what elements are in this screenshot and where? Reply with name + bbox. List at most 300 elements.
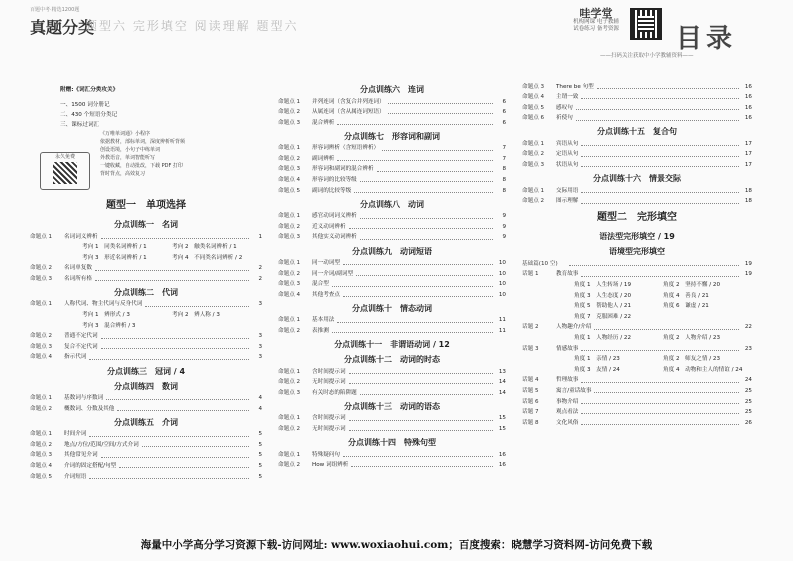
entry-title: 名词词义辨析	[64, 233, 98, 240]
entry-key: 命题点 4	[522, 94, 545, 101]
subsection-heading: 分点训练一 名词	[114, 220, 178, 229]
entry-title: 含时间提示词	[312, 368, 346, 375]
entry-page: 19	[744, 271, 752, 278]
dot-leader	[356, 273, 493, 276]
toc-entry[interactable]	[278, 414, 506, 425]
entry-title: 介词短语	[64, 473, 87, 480]
top-banner: 百题中考·精选1200题	[30, 7, 80, 13]
entry-title: 事物介绍	[556, 398, 579, 405]
entry-page: 5	[258, 441, 262, 448]
entry-key: 命题点 3	[278, 234, 301, 241]
dot-leader	[106, 397, 249, 400]
entry-key: 命题点 4	[278, 177, 301, 184]
entry-page: 3	[258, 343, 262, 350]
entry-title: 地点/方位/范围/空间/方式介词	[64, 441, 139, 448]
entry-page: 16	[498, 451, 506, 458]
toc-entry[interactable]	[278, 461, 506, 472]
dot-leader	[89, 357, 249, 360]
sub-entry[interactable]: 角度 2 人物介绍 / 23	[663, 335, 721, 341]
entry-key: 命题点 1	[30, 301, 53, 308]
subsection-heading: 语境型完形填空	[609, 247, 665, 257]
dot-leader	[581, 154, 739, 157]
entry-title: 从属连词（含从属连词短语）	[312, 109, 385, 116]
entry-page: 25	[744, 387, 752, 394]
dot-leader	[594, 327, 739, 330]
sub-entry[interactable]: 角度 6 谦虚 / 21	[663, 303, 709, 310]
sub-entry-row	[30, 321, 262, 332]
sub-entry[interactable]: 角度 1 人物经历 / 22	[574, 335, 632, 341]
entry-title: 特殊疑问句	[312, 451, 340, 458]
dot-leader	[101, 236, 249, 239]
sub-entry[interactable]: 考向 2 触类名词辨析 / 1	[172, 244, 237, 251]
mini-qr-icon	[53, 162, 77, 184]
feature-line: 创设语境，小句子中练单词	[100, 147, 161, 153]
entry-key: 命题点 2	[30, 333, 53, 340]
dot-leader	[388, 101, 493, 104]
entry-title: 感叹句	[556, 104, 573, 111]
entry-page: 7	[502, 155, 506, 162]
entry-page: 16	[744, 83, 752, 90]
entry-key: 基础篇(10 空)	[522, 260, 558, 267]
dot-leader	[349, 226, 493, 229]
entry-page: 17	[744, 151, 752, 158]
feature-line: 《万唯单词通》小程序	[100, 131, 151, 137]
toc-entry[interactable]	[30, 274, 262, 285]
toc-entry[interactable]	[522, 103, 752, 114]
dot-leader	[581, 164, 739, 167]
sub-entry[interactable]: 角度 4 善良 / 21	[663, 292, 709, 299]
feature-line: 依据教材，部标单词，深度辨析听背频	[100, 139, 186, 145]
entry-title: How 词组辨析	[312, 462, 349, 469]
dot-leader	[337, 122, 493, 125]
entry-page: 14	[498, 379, 506, 386]
subsection-heading: 语法型完形填空 / 19	[599, 232, 675, 242]
toc-entry[interactable]	[30, 232, 262, 243]
toc-entry[interactable]	[278, 108, 506, 119]
toc-entry[interactable]	[30, 342, 262, 353]
dot-leader	[332, 330, 493, 333]
dot-leader	[349, 428, 493, 431]
entry-page: 15	[498, 415, 506, 422]
sub-entry[interactable]: 角度 3 友情 / 24	[574, 366, 620, 373]
entry-page: 5	[258, 463, 262, 469]
entry-page: 2	[258, 265, 262, 272]
entry-page: 19	[744, 260, 752, 267]
dot-leader	[360, 392, 493, 395]
toc-entry[interactable]	[278, 316, 506, 327]
entry-title: 名词所有格	[64, 275, 92, 282]
toc-entry[interactable]	[278, 222, 506, 233]
toc-entry[interactable]	[522, 197, 752, 208]
toc-entry[interactable]	[278, 280, 506, 291]
sub-entry-row	[522, 291, 752, 302]
sub-entry-row	[30, 243, 262, 254]
toc-entry[interactable]	[522, 270, 752, 281]
entry-key: 命题点 5	[522, 104, 545, 111]
entry-title: 混合辨析	[312, 119, 335, 126]
column-2	[278, 82, 506, 471]
entry-key: 话题 7	[522, 409, 539, 416]
qr-code-icon	[630, 8, 662, 40]
entry-key: 命题点 1	[522, 140, 545, 147]
scan-hint: ——扫码关注获取中小学教辅资料——	[600, 53, 694, 59]
dot-leader	[142, 444, 249, 447]
section-heading: 题型二 完形填空	[597, 212, 677, 224]
toc-entry[interactable]	[30, 264, 262, 275]
dot-leader	[581, 422, 739, 425]
entry-title: 副词辨析	[312, 155, 335, 162]
subsection-heading: 分点训练十一 非谓语动词 / 12	[334, 340, 450, 350]
toc-entry[interactable]	[522, 150, 752, 161]
toc-entry[interactable]	[522, 376, 752, 387]
entry-title: 同一介词/副词型	[312, 270, 354, 277]
toc-entry[interactable]	[30, 353, 262, 364]
toc-entry[interactable]	[278, 144, 506, 155]
subsection-heading: 分点训练九 动词短语	[352, 246, 432, 256]
sub-entry[interactable]: 考向 1 同类名词辨析 / 1	[82, 244, 147, 251]
entry-key: 话题 5	[522, 387, 539, 394]
entry-page: 5	[258, 473, 262, 480]
dot-leader	[360, 237, 493, 240]
toc-entry[interactable]	[522, 186, 752, 197]
toc-entry[interactable]	[278, 378, 506, 389]
dot-leader	[343, 454, 493, 457]
toc-entry[interactable]	[278, 450, 506, 461]
entry-title: 基数词与序数词	[64, 395, 104, 402]
toc-entry[interactable]	[278, 269, 506, 280]
toc-entry[interactable]	[278, 259, 506, 270]
entry-page: 4	[258, 395, 262, 402]
toc-entry[interactable]	[522, 82, 752, 93]
dot-leader	[343, 262, 493, 265]
entry-key: 话题 3	[522, 345, 539, 352]
publisher-logo	[565, 8, 627, 33]
dot-leader	[576, 118, 739, 121]
dot-leader	[101, 346, 249, 349]
sub-entry[interactable]: 考向 3 形近名词辨析 / 1	[82, 254, 147, 261]
toc-entry[interactable]	[278, 367, 506, 378]
sub-entry[interactable]: 角度 2 师友之情 / 23	[663, 356, 721, 363]
toc-entry[interactable]	[30, 404, 262, 415]
publisher-line-1: 机构网课 电子教辅	[573, 19, 619, 25]
toc-entry[interactable]	[522, 161, 752, 172]
sub-entry-row	[30, 311, 262, 322]
feature-line: 一键收藏，自动批改，下载 PDF 打印	[100, 163, 183, 169]
dot-leader	[343, 294, 493, 297]
entry-page: 3	[258, 333, 262, 340]
subsection-heading: 分点训练四 数词	[114, 381, 178, 391]
entry-page: 9	[502, 223, 506, 230]
entry-page: 25	[744, 409, 752, 416]
dot-leader	[89, 434, 249, 437]
entry-key: 命题点 2	[30, 405, 53, 412]
entry-page: 5	[258, 431, 262, 438]
subsection-heading: 分点训练三 冠词 / 4	[106, 366, 186, 376]
dot-leader	[581, 201, 739, 204]
subsection-heading: 分点训练十二 动词的时态	[344, 355, 440, 365]
dot-leader	[581, 401, 739, 404]
entry-key: 命题点 3	[278, 166, 301, 173]
sub-entry[interactable]: 角度 1 亲情 / 23	[574, 356, 620, 363]
sub-entry-row	[30, 253, 262, 264]
sub-entry[interactable]: 角度 2 坚持不懈 / 20	[663, 282, 721, 289]
entry-title: 混合型	[312, 281, 329, 288]
appendix-item: 三、课标过词汇	[60, 122, 100, 128]
dot-leader	[332, 284, 493, 287]
sub-entry[interactable]: 角度 1 人生转场 / 19	[574, 282, 632, 289]
appendix-item: 一、1500 词分册记	[60, 102, 110, 108]
toc-entry[interactable]	[30, 394, 262, 405]
toc-entry[interactable]	[522, 139, 752, 150]
entry-page: 6	[502, 98, 506, 105]
entry-title: 同一动词型	[312, 260, 340, 267]
subsection-heading: 分点训练二 代词	[114, 287, 178, 297]
page-title: 目录	[676, 24, 737, 54]
toc-entry[interactable]	[278, 97, 506, 108]
entry-page: 2	[258, 275, 262, 282]
entry-key: 命题点 1	[278, 415, 301, 422]
dot-leader	[594, 390, 739, 393]
entry-key: 命题点 4	[30, 463, 53, 469]
entry-page: 17	[744, 162, 752, 169]
entry-page: 10	[498, 281, 506, 288]
toc-entry[interactable]	[278, 212, 506, 223]
entry-title: 表推测	[312, 328, 329, 334]
entry-key: 命题点 1	[278, 317, 301, 324]
toc-entry[interactable]	[30, 332, 262, 343]
entry-page: 26	[744, 419, 752, 426]
toc-entry[interactable]	[30, 451, 262, 462]
toc-entry[interactable]	[522, 386, 752, 397]
toc-entry[interactable]	[522, 259, 752, 270]
free-seal	[40, 152, 90, 190]
entry-key: 命题点 1	[522, 187, 545, 194]
toc-entry[interactable]	[30, 300, 262, 311]
entry-title: 祈使句	[556, 115, 573, 122]
toc-entry[interactable]	[522, 418, 752, 429]
sub-entry[interactable]: 考向 3 混合辨析 / 3	[82, 322, 136, 329]
entry-title: 教育故事	[556, 271, 579, 278]
appendix-list	[60, 100, 117, 130]
sub-entry[interactable]: 考向 1 辨形式 / 3	[82, 312, 130, 319]
entry-key: 命题点 2	[522, 151, 545, 158]
dot-leader	[101, 336, 249, 339]
entry-key: 命题点 2	[278, 328, 301, 334]
publisher-line-2: 试卷练习 备考资源	[573, 26, 619, 32]
entry-page: 10	[498, 260, 506, 267]
entry-key: 命题点 1	[278, 145, 301, 152]
sub-entry[interactable]: 角度 7 克服困难 / 22	[574, 313, 632, 320]
entry-key: 命题点 2	[278, 270, 301, 277]
toc-entry[interactable]	[278, 165, 506, 176]
entry-title: 文化风俗	[556, 419, 579, 426]
toc-entry[interactable]	[30, 462, 262, 473]
entry-title: 介词的固定搭配/句型	[64, 463, 117, 469]
dot-leader	[349, 381, 493, 384]
entry-title: 无时间提示词	[312, 425, 346, 432]
entry-key: 命题点 1	[278, 98, 301, 105]
toc-entry[interactable]	[278, 186, 506, 197]
sub-entry[interactable]: 角度 4 动物和主人的情谊 / 24	[663, 366, 743, 373]
toc-entry[interactable]	[278, 424, 506, 435]
entry-page: 8	[502, 166, 506, 173]
entry-key: 命题点 3	[278, 281, 301, 288]
entry-page: 10	[498, 291, 506, 298]
entry-page: 1	[258, 233, 262, 240]
subsection-heading: 分点训练十四 特殊句型	[348, 438, 436, 448]
dot-leader	[95, 278, 249, 281]
toc-entry[interactable]	[522, 93, 752, 104]
toc-entry[interactable]	[278, 388, 506, 399]
toc-entry[interactable]	[278, 176, 506, 187]
dot-leader	[597, 86, 739, 89]
dot-leader	[581, 190, 739, 193]
toc-entry[interactable]	[522, 323, 752, 334]
toc-entry[interactable]	[278, 327, 506, 338]
entry-title: 普通不定代词	[64, 333, 98, 340]
dot-leader	[581, 380, 739, 383]
entry-title: 名词单复数	[64, 265, 92, 272]
entry-key: 命题点 1	[30, 395, 53, 402]
entry-key: 命题点 1	[30, 431, 53, 438]
entry-key: 命题点 2	[278, 462, 301, 469]
toc-entry[interactable]	[30, 472, 262, 483]
entry-page: 13	[498, 368, 506, 375]
toc-entry[interactable]	[30, 430, 262, 441]
entry-title: 有关时态的陷阱题	[312, 389, 357, 396]
appendix-heading: 附赠:《词汇分类攻关》	[60, 87, 119, 93]
entry-page: 18	[744, 198, 752, 205]
entry-page: 16	[744, 104, 752, 111]
toc-entry[interactable]	[278, 290, 506, 301]
dot-leader	[581, 96, 739, 99]
entry-title: 副词的比较等级	[312, 187, 352, 194]
entry-title: 形容词和副词的混合辨析	[312, 166, 374, 173]
entry-key: 命题点 4	[30, 354, 53, 361]
toc-entry[interactable]	[278, 118, 506, 129]
dot-leader	[382, 148, 493, 151]
entry-key: 命题点 3	[30, 275, 53, 282]
dot-leader	[581, 348, 739, 351]
entry-key: 命题点 2	[30, 441, 53, 448]
entry-page: 6	[502, 109, 506, 116]
entry-page: 18	[744, 187, 752, 194]
entry-title: 交际用语	[556, 187, 579, 194]
sub-entry[interactable]: 考向 2 辨人称 / 3	[172, 312, 220, 319]
entry-title: 宾语从句	[556, 140, 579, 147]
dot-leader	[576, 107, 739, 110]
entry-title: 并列连词（含复合并列连词）	[312, 98, 385, 105]
dot-leader	[377, 169, 493, 172]
footer-banner: 海量中小学高分学习资源下载-访问网址: www.woxiaohui.com；百度搜索：晓慧学习资料网-访问免费下载	[140, 539, 653, 551]
entry-title: 含时间提示词	[312, 415, 346, 422]
entry-key: 命题点 4	[278, 291, 301, 298]
feature-line: 外教语音，单词智能听写	[100, 155, 156, 161]
subsection-heading: 分点训练十六 情景交际	[593, 174, 681, 184]
entry-key: 命题点 3	[522, 83, 545, 90]
dot-leader	[101, 455, 249, 458]
entry-key: 话题 1	[522, 271, 539, 278]
entry-key: 命题点 2	[278, 109, 301, 116]
appendix-item: 二、430 个短语分类记	[60, 112, 118, 118]
toc-entry[interactable]	[522, 114, 752, 125]
sub-entry-row	[522, 355, 752, 366]
entry-page: 5	[258, 452, 262, 459]
toc-entry[interactable]	[522, 397, 752, 408]
dot-leader	[354, 190, 493, 193]
entry-page: 10	[498, 270, 506, 277]
dot-leader	[569, 263, 739, 266]
entry-title: 时间介词	[64, 431, 87, 438]
entry-title: 形容词辨析（含短语辨析）	[312, 145, 380, 152]
subsection-heading: 分点训练十三 动词的语态	[344, 401, 440, 411]
entry-key: 命题点 1	[278, 260, 301, 267]
seal-text: 永久免费	[54, 154, 75, 160]
toc-entry[interactable]	[278, 233, 506, 244]
entry-page: 9	[502, 234, 506, 241]
toc-entry[interactable]	[30, 440, 262, 451]
dot-leader	[117, 408, 249, 411]
publisher-name: 哇学堂	[579, 7, 613, 20]
entry-key: 话题 2	[522, 324, 539, 331]
dot-leader	[360, 179, 493, 182]
entry-key: 命题点 3	[278, 389, 301, 396]
dot-leader	[581, 143, 739, 146]
entry-title: 其他实义动词辨析	[312, 234, 357, 241]
column-3	[522, 82, 752, 429]
entry-title: 主谓一致	[556, 94, 579, 101]
entry-key: 话题 8	[522, 419, 539, 426]
sub-entry[interactable]: 角度 3 人生态度 / 20	[574, 292, 632, 299]
entry-title: 指示代词	[64, 354, 87, 361]
dot-leader	[337, 158, 493, 161]
toc-entry[interactable]	[278, 154, 506, 165]
subsection-heading: 分点训练七 形容词和副词	[344, 131, 440, 141]
entry-key: 命题点 2	[278, 223, 301, 230]
entry-title: 无时间提示词	[312, 379, 346, 386]
entry-title: 概数词、分数及其他	[64, 405, 115, 412]
sub-entry[interactable]: 角度 5 帮助他人 / 21	[574, 303, 632, 310]
entry-title: 其他常见介词	[64, 452, 98, 459]
entry-key: 命题点 3	[30, 343, 53, 350]
dot-leader	[145, 304, 249, 307]
entry-page: 24	[744, 377, 752, 384]
dot-leader	[119, 465, 249, 468]
entry-page: 11	[498, 328, 506, 334]
entry-page: 23	[744, 345, 752, 352]
entry-page: 17	[744, 140, 752, 147]
entry-title: 状语从句	[556, 162, 579, 169]
entry-page: 3	[258, 354, 262, 361]
entry-title: 定语从句	[556, 151, 579, 158]
entry-page: 16	[744, 94, 752, 101]
sub-entry-row	[522, 302, 752, 313]
entry-key: 命题点 3	[30, 452, 53, 459]
subsection-heading: 分点训练六 连词	[360, 85, 424, 94]
dot-leader	[349, 371, 493, 374]
entry-key: 命题点 2	[278, 425, 301, 432]
entry-title: 其他考查点	[312, 291, 340, 298]
subsection-heading: 分点训练五 介词	[114, 417, 178, 427]
entry-key: 命题点 5	[30, 473, 53, 480]
entry-page: 8	[502, 187, 506, 194]
entry-key: 命题点 2	[278, 155, 301, 162]
entry-title: 观点看法	[556, 409, 579, 416]
toc-entry[interactable]	[522, 344, 752, 355]
section-heading: 题型一 单项选择	[106, 200, 186, 211]
toc-entry[interactable]	[522, 408, 752, 419]
sub-entry[interactable]: 考向 4 不同类名词辨析 / 2	[172, 254, 243, 261]
